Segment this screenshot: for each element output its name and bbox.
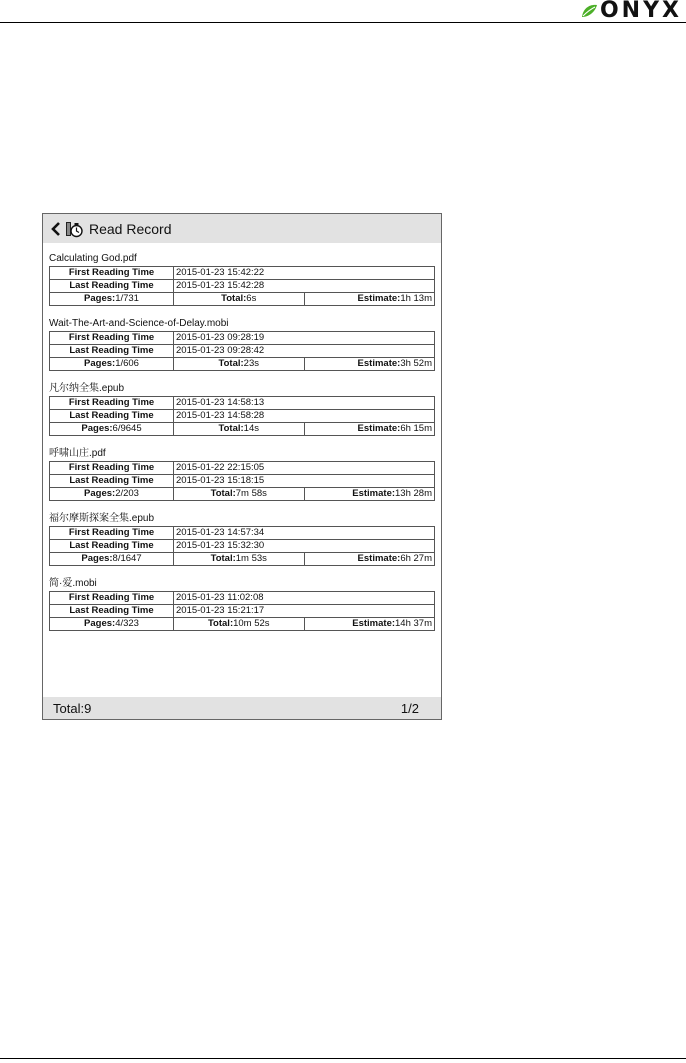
total-label: Total: [210, 553, 236, 564]
total-cell [174, 618, 305, 631]
estimate-cell [304, 293, 435, 306]
total-label: Total: [207, 618, 234, 629]
last-reading-label: Last Reading Time [50, 605, 174, 618]
last-reading-row [50, 345, 435, 358]
pages-label: Pages: [84, 358, 116, 369]
total-cell [174, 423, 305, 436]
estimate-label: Estimate: [352, 488, 396, 499]
last-reading-label: Last Reading Time [50, 540, 174, 553]
last-reading-value: 2015-01-23 09:28:42 [174, 345, 435, 358]
record-list [43, 243, 441, 631]
estimate-cell [304, 423, 435, 436]
last-reading-label: Last Reading Time [50, 280, 174, 293]
book-title: Wait-The-Art-and-Science-of-Delay.mobi [49, 318, 229, 329]
first-reading-value: 2015-01-23 14:57:34 [174, 527, 435, 540]
total-label: Total: [221, 293, 247, 304]
estimate-value: 6h 15m [400, 423, 432, 434]
pages-cell [50, 358, 174, 371]
brand-name: ONYX [599, 0, 682, 23]
estimate-cell [304, 488, 435, 501]
pages-label: Pages: [84, 293, 116, 304]
record-item[interactable] [49, 512, 435, 566]
pages-cell [50, 423, 174, 436]
summary-row [50, 488, 435, 501]
total-label: Total: [210, 488, 236, 499]
total-label: Total: [218, 423, 244, 434]
total-cell [174, 553, 305, 566]
record-item[interactable] [49, 447, 435, 501]
estimate-value: 14h 37m [395, 618, 432, 629]
summary-row [50, 423, 435, 436]
pages-cell [50, 618, 174, 631]
record-item[interactable] [49, 382, 435, 436]
book-title: 呼啸山庄.pdf [49, 448, 106, 459]
first-reading-label: First Reading Time [50, 397, 174, 410]
estimate-label: Estimate: [357, 293, 401, 304]
estimate-label: Estimate: [357, 553, 401, 564]
last-reading-row [50, 540, 435, 553]
pages-cell [50, 488, 174, 501]
total-value: 10m 52s [233, 618, 270, 629]
estimate-label: Estimate: [357, 358, 401, 369]
first-reading-value: 2015-01-23 15:42:22 [174, 267, 435, 280]
last-reading-row [50, 605, 435, 618]
record-item[interactable] [49, 252, 435, 306]
pages-cell [50, 553, 174, 566]
pages-label: Pages: [84, 618, 116, 629]
total-count: Total:9 [53, 700, 92, 716]
title-bar [43, 214, 441, 243]
leaf-icon [580, 3, 598, 19]
estimate-value: 1h 13m [400, 293, 432, 304]
estimate-cell [304, 358, 435, 371]
first-reading-row [50, 332, 435, 345]
total-cell [174, 293, 305, 306]
record-table [49, 266, 435, 306]
last-reading-value: 2015-01-23 15:18:15 [174, 475, 435, 488]
estimate-value: 6h 27m [400, 553, 432, 564]
last-reading-row [50, 475, 435, 488]
book-title: 福尔摩斯探案全集.epub [49, 513, 155, 524]
total-label: Total: [218, 358, 244, 369]
last-reading-value: 2015-01-23 15:32:30 [174, 540, 435, 553]
screen-title: Read Record [89, 220, 172, 237]
last-reading-value: 2015-01-23 14:58:28 [174, 410, 435, 423]
estimate-value: 13h 28m [395, 488, 432, 499]
pages-label: Pages: [81, 553, 113, 564]
reading-clock-icon [65, 220, 83, 238]
first-reading-value: 2015-01-22 22:15:05 [174, 462, 435, 475]
header-rule [0, 22, 686, 23]
record-item[interactable] [49, 317, 435, 371]
first-reading-value: 2015-01-23 14:58:13 [174, 397, 435, 410]
first-reading-row [50, 527, 435, 540]
first-reading-label: First Reading Time [50, 332, 174, 345]
book-title: Calculating God.pdf [49, 253, 137, 264]
first-reading-label: First Reading Time [50, 267, 174, 280]
pages-label: Pages: [81, 423, 113, 434]
pages-value: 1/606 [115, 358, 139, 369]
estimate-value: 3h 52m [400, 358, 432, 369]
page-indicator[interactable]: 1/2 [400, 700, 419, 716]
first-reading-value: 2015-01-23 09:28:19 [174, 332, 435, 345]
total-value: 14s [243, 423, 259, 434]
last-reading-row [50, 410, 435, 423]
first-reading-row [50, 397, 435, 410]
pages-value: 8/1647 [112, 553, 142, 564]
summary-row [50, 553, 435, 566]
estimate-cell [304, 618, 435, 631]
footer-rule [0, 1058, 686, 1059]
total-value: 23s [243, 358, 259, 369]
total-cell [174, 358, 305, 371]
pages-label: Pages: [84, 488, 116, 499]
last-reading-value: 2015-01-23 15:42:28 [174, 280, 435, 293]
record-table [49, 461, 435, 501]
last-reading-label: Last Reading Time [50, 475, 174, 488]
record-table [49, 396, 435, 436]
first-reading-row [50, 462, 435, 475]
record-table [49, 526, 435, 566]
estimate-cell [304, 553, 435, 566]
first-reading-label: First Reading Time [50, 592, 174, 605]
book-title: 简·爱.mobi [49, 578, 97, 589]
book-title: 凡尔纳全集.epub [49, 383, 125, 394]
page-header [0, 0, 686, 24]
first-reading-value: 2015-01-23 11:02:08 [174, 592, 435, 605]
first-reading-label: First Reading Time [50, 527, 174, 540]
total-value: 1m 53s [235, 553, 267, 564]
brand-logo [580, 0, 682, 22]
chevron-left-icon[interactable] [51, 222, 61, 236]
first-reading-row [50, 592, 435, 605]
summary-row [50, 358, 435, 371]
device-screen [42, 213, 442, 720]
pages-value: 2/203 [115, 488, 139, 499]
pages-value: 6/9645 [112, 423, 142, 434]
first-reading-label: First Reading Time [50, 462, 174, 475]
record-item[interactable] [49, 577, 435, 631]
record-table [49, 591, 435, 631]
summary-row [50, 293, 435, 306]
estimate-label: Estimate: [352, 618, 396, 629]
total-value: 7m 58s [235, 488, 267, 499]
total-value: 6s [246, 293, 257, 304]
estimate-label: Estimate: [357, 423, 401, 434]
last-reading-row [50, 280, 435, 293]
last-reading-label: Last Reading Time [50, 410, 174, 423]
pages-value: 1/731 [115, 293, 139, 304]
last-reading-label: Last Reading Time [50, 345, 174, 358]
status-bar [43, 697, 441, 719]
total-cell [174, 488, 305, 501]
pages-value: 4/323 [115, 618, 139, 629]
record-table [49, 331, 435, 371]
first-reading-row [50, 267, 435, 280]
summary-row [50, 618, 435, 631]
last-reading-value: 2015-01-23 15:21:17 [174, 605, 435, 618]
pages-cell [50, 293, 174, 306]
